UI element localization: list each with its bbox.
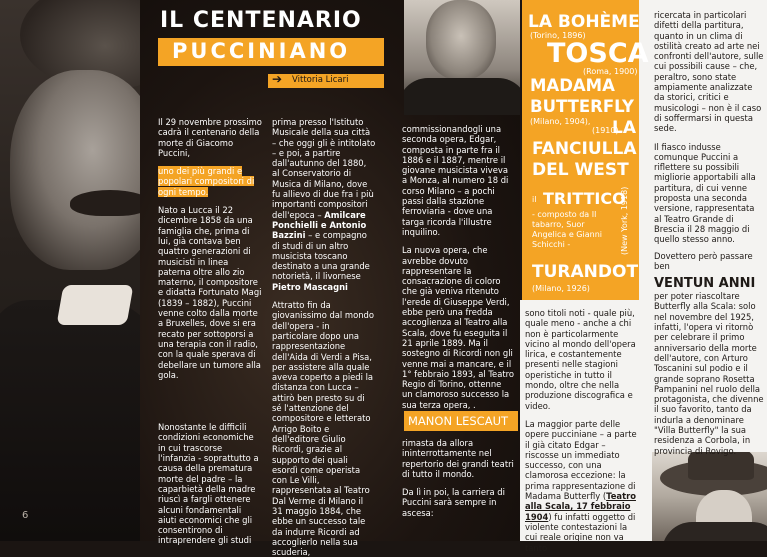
column-3-lower bbox=[402, 438, 514, 518]
opera-tosca-info: (Roma, 1900) bbox=[583, 67, 638, 76]
opera-trittico-info: - composto da Il tabarro, Suor Angelica e Gianni Schicchi - bbox=[532, 210, 602, 249]
mascagni-name: Pietro Mascagni bbox=[272, 281, 348, 292]
col1-paragraph-1: Il 29 novembre prossimo cadrà il centenario della morte di Giacomo Puccini, bbox=[158, 117, 262, 158]
opera-boheme: LA BOHÈME bbox=[528, 12, 640, 32]
opera-madama-1: MADAMA bbox=[530, 76, 615, 95]
puccini-portrait-photo bbox=[0, 0, 140, 541]
page-number: 6 bbox=[22, 510, 29, 521]
column-5 bbox=[654, 10, 764, 456]
opera-fanciulla-3: DEL WEST bbox=[532, 160, 629, 180]
page-subtitle: PUCCINIANO bbox=[172, 39, 351, 63]
manon-lescaut-title: MANON LESCAUT bbox=[408, 414, 509, 428]
opera-fanciulla-2: FANCIULLA bbox=[532, 139, 637, 159]
col3-paragraph-4: Da lì in poi, la carriera di Puccini sarà sempre in ascesa: bbox=[402, 487, 505, 518]
column-2 bbox=[272, 117, 376, 557]
col1-paragraph-2: Nato a Lucca il 22 dicembre 1858 da una famiglia che, prima di lui, già contava ben quattro generazioni di musicisti in linea paterna oltre allo zio materno, il compositore e didatta Fortunato Magi (1839 – 1882), Puccini venne colto dalla morte a Bruxelles, dove si era recato per sottoporsi a una terapia con il radio, con la quale sperava di debellare un tumore alla gola. bbox=[158, 205, 262, 380]
composers-names: Amilcare Ponchielli e Antonio Bazzini bbox=[272, 209, 367, 241]
author-name: Vittoria Licari bbox=[292, 75, 349, 85]
col3-paragraph-1: commissionandogli una seconda opera, Edgar, composta in parte fra il 1886 e il 1887, mentre il giovane musicista viveva a Monza, al numero 18 di corso Milano – a pochi passi dalla stazione ferroviaria - dove una targa ricorda l'illustre inquilino. bbox=[402, 124, 509, 237]
col5-paragraph-2: Il fiasco indusse comunque Puccini a riflettere su possibili migliorie apportabili alla partitura, di cui venne proposta una seconda versione, rappresentata al Teatro Grande di Brescia il 28 maggio di quello stesso anno. bbox=[654, 141, 756, 245]
col5-paragraph-1: ricercata in particolari difetti della partitura, quanto in un clima di ostilità creato ad arte nei confronti dell'autore, sulle cui possibili cause – che, peraltro, sono state ampiamente analizzate da storici, critici e musicologi – non è il caso di soffermarsi in questa sede. bbox=[654, 10, 764, 134]
arrow-right-icon: ➔ bbox=[272, 72, 283, 86]
opera-madama-2: BUTTERFLY bbox=[530, 97, 635, 116]
col2-paragraph-1: prima presso l'Istituto Musicale della sua città – che oggi gli è intitolato – e poi, a partire dall'autunno del 1880, al Conservatorio di Musica di Milano, dove fu allievo di due fra i più importanti compositori dell'epoca – Amilcare Ponchielli e Antonio Bazzini – e compagno di studi di un altro musicista toscano destinato a una grande notorietà, il livornese Pietro Mascagni bbox=[272, 117, 376, 292]
col3-paragraph-3: rimasta da allora ininterrottamente nel repertorio dei grandi teatri di tutto il mondo. bbox=[402, 438, 514, 479]
page-title: IL CENTENARIO bbox=[160, 8, 362, 33]
opera-trittico-vertical: (New York, 1918) bbox=[620, 186, 629, 255]
column-1 bbox=[158, 117, 262, 546]
col5-paragraph-3: Dovettero però passare ben bbox=[654, 250, 753, 271]
column-4 bbox=[525, 308, 639, 553]
col4-paragraph-1: sono titoli noti - quale più, quale meno - anche a chi non è particolarmente vicino al mondo dell'opera lirica, e costantemente presenti nelle stagioni operistiche in tutto il mondo, oltre che nella produzione discografica e video. bbox=[525, 308, 636, 411]
col2-paragraph-2: Attratto fin da giovanissimo dal mondo dell'opera - in particolare dopo una rappresentazione dell'Aida di Verdi a Pisa, per assistere alla quale aveva coperto a piedi la distanza con Lucca – attirò ben presto su di sé l'attenzione del compositore e letterato Arrigo Boito e dell'editore Giulio Ricordi, grazie al supporto dei quali esordì come operista con Le Villi, rappresentata al Teatro Dal Verme di Milano il 31 maggio 1884, che ebbe un successo tale da indurre Ricordi ad accoglierlo nella sua scuderia, bbox=[272, 300, 374, 557]
portrait-photo-middle bbox=[404, 0, 520, 115]
portrait-photo-hat bbox=[652, 452, 767, 541]
opera-fanciulla-1: LA bbox=[612, 118, 636, 138]
scala-date: Teatro alla Scala, 17 febbraio 1904 bbox=[525, 491, 636, 522]
opera-tosca: TOSCA bbox=[547, 38, 649, 69]
col5-paragraph-5: per poter riascoltare Butterfly alla Scala: solo nel novembre del 1925, infatti, l'opera vi ritornò per celebrare il primo anniversario della morte dell'autore, con Arturo Toscanini sul podio e il grande soprano Rosetta Pampanini nel ruolo della protagonista, che divenne il suo favorito, tanto da indurla a denominare "Villa Butterfly" la sua residenza a Corbola, in provincia di Rovigo. bbox=[654, 291, 764, 456]
opera-fanciulla-info: (1910) bbox=[592, 126, 619, 135]
opera-trittico: TRITTICO bbox=[543, 189, 626, 208]
opera-trittico-pre: il bbox=[532, 195, 537, 204]
col3-paragraph-2: La nuova opera, che avrebbe dovuto rappresentare la consacrazione di coloro che già veniva ritenuto l'erede di Giuseppe Verdi, ebbe però una fredda accoglienza al Teatro alla Scala, dove fu eseguita il 21 aprile 1889. Ma il sostegno di Ricordi non gli venne mai a mancare, e il 1° febbraio 1893, al Teatro Regio di Torino, ottenne un clamoroso successo la sua terza opera, . bbox=[402, 245, 515, 410]
ventun-anni-heading: VENTUN ANNI bbox=[654, 276, 756, 292]
col1-highlight: uno dei più grandi e popolari compositori di ogni tempo. bbox=[158, 166, 255, 197]
opera-turandot-info: (Milano, 1926) bbox=[532, 284, 590, 293]
col1-paragraph-3: Nonostante le difficili condizioni economiche in cui trascorse l'infanzia - soprattutto a causa della prematura morte del padre – la caparbietà della madre riuscì a fargli ottenere alcuni fondamentali aiuti economici che gli consentirono di intraprendere gli studi bbox=[158, 422, 259, 546]
column-3 bbox=[402, 124, 514, 410]
opera-boheme-info: (Torino, 1896) bbox=[530, 31, 586, 40]
opera-turandot: TURANDOT bbox=[532, 262, 639, 282]
col4-paragraph-2: La maggior parte delle opere pucciniane – a parte il già citato Edgar – riscosse un immediato successo, con una clamorosa eccezione: la prima rappresentazione di Madama Butterfly (Teatro alla Scala, 17 febbraio 1904) fu infatti oggetto di violente contestazioni la cui reale origine non va tanto bbox=[525, 418, 637, 553]
opera-madama-info: (Milano, 1904), bbox=[530, 117, 591, 126]
